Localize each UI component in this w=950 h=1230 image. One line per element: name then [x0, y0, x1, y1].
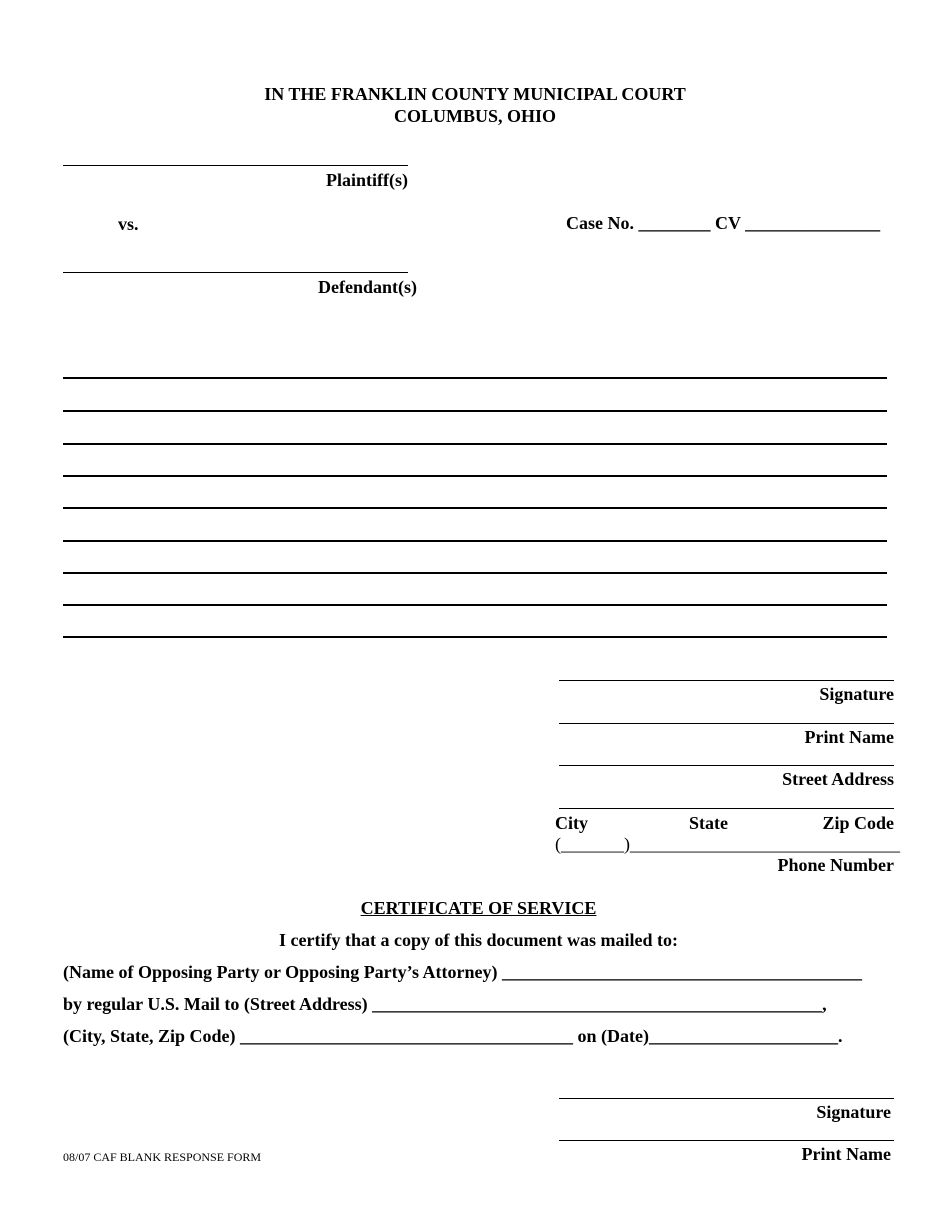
certificate-title: CERTIFICATE OF SERVICE: [360, 898, 597, 918]
print-name-line[interactable]: [559, 723, 894, 724]
signature-label: Signature: [819, 684, 894, 704]
body-line[interactable]: [63, 636, 887, 638]
body-line[interactable]: [63, 540, 887, 542]
body-line[interactable]: [63, 572, 887, 574]
court-location: COLUMBUS, OHIO: [393, 106, 557, 126]
city-date-line[interactable]: (City, State, Zip Code) _____________________________________ on (Date)_____________________.: [63, 1026, 843, 1046]
opposing-party-line[interactable]: (Name of Opposing Party or Opposing Party’s Attorney) ________________________________________: [63, 962, 862, 982]
body-line[interactable]: [63, 604, 887, 606]
certificate-intro: I certify that a copy of this document was mailed to:: [279, 930, 678, 950]
print-name-label: Print Name: [804, 727, 894, 747]
body-line[interactable]: [63, 475, 887, 477]
body-line[interactable]: [63, 377, 887, 379]
body-line[interactable]: [63, 410, 887, 412]
city-label: City: [555, 813, 588, 833]
certificate-signature-label: Signature: [816, 1102, 891, 1122]
plaintiff-label: Plaintiff(s): [326, 170, 408, 190]
form-id: 08/07 CAF BLANK RESPONSE FORM: [63, 1150, 262, 1164]
city-state-zip-line[interactable]: [559, 808, 894, 809]
defendant-label: Defendant(s): [318, 277, 417, 297]
zip-label: Zip Code: [822, 813, 894, 833]
state-label: State: [689, 813, 728, 833]
phone-line[interactable]: (_______)______________________________: [555, 834, 900, 854]
phone-label: Phone Number: [777, 855, 894, 875]
certificate-print-name-label: Print Name: [801, 1144, 891, 1164]
signature-line[interactable]: [559, 680, 894, 681]
street-address-label: Street Address: [782, 769, 894, 789]
plaintiff-line[interactable]: [63, 165, 408, 166]
body-line[interactable]: [63, 507, 887, 509]
street-address-line[interactable]: [559, 765, 894, 766]
body-line[interactable]: [63, 443, 887, 445]
court-title: IN THE FRANKLIN COUNTY MUNICIPAL COURT: [264, 84, 686, 104]
defendant-line[interactable]: [63, 272, 408, 273]
certificate-signature-line[interactable]: [559, 1098, 894, 1099]
vs-label: vs.: [118, 214, 139, 234]
certificate-print-name-line[interactable]: [559, 1140, 894, 1141]
mail-address-line[interactable]: by regular U.S. Mail to (Street Address) __________________________________________________,: [63, 994, 827, 1014]
case-number[interactable]: Case No. ________ CV _______________: [566, 213, 881, 233]
